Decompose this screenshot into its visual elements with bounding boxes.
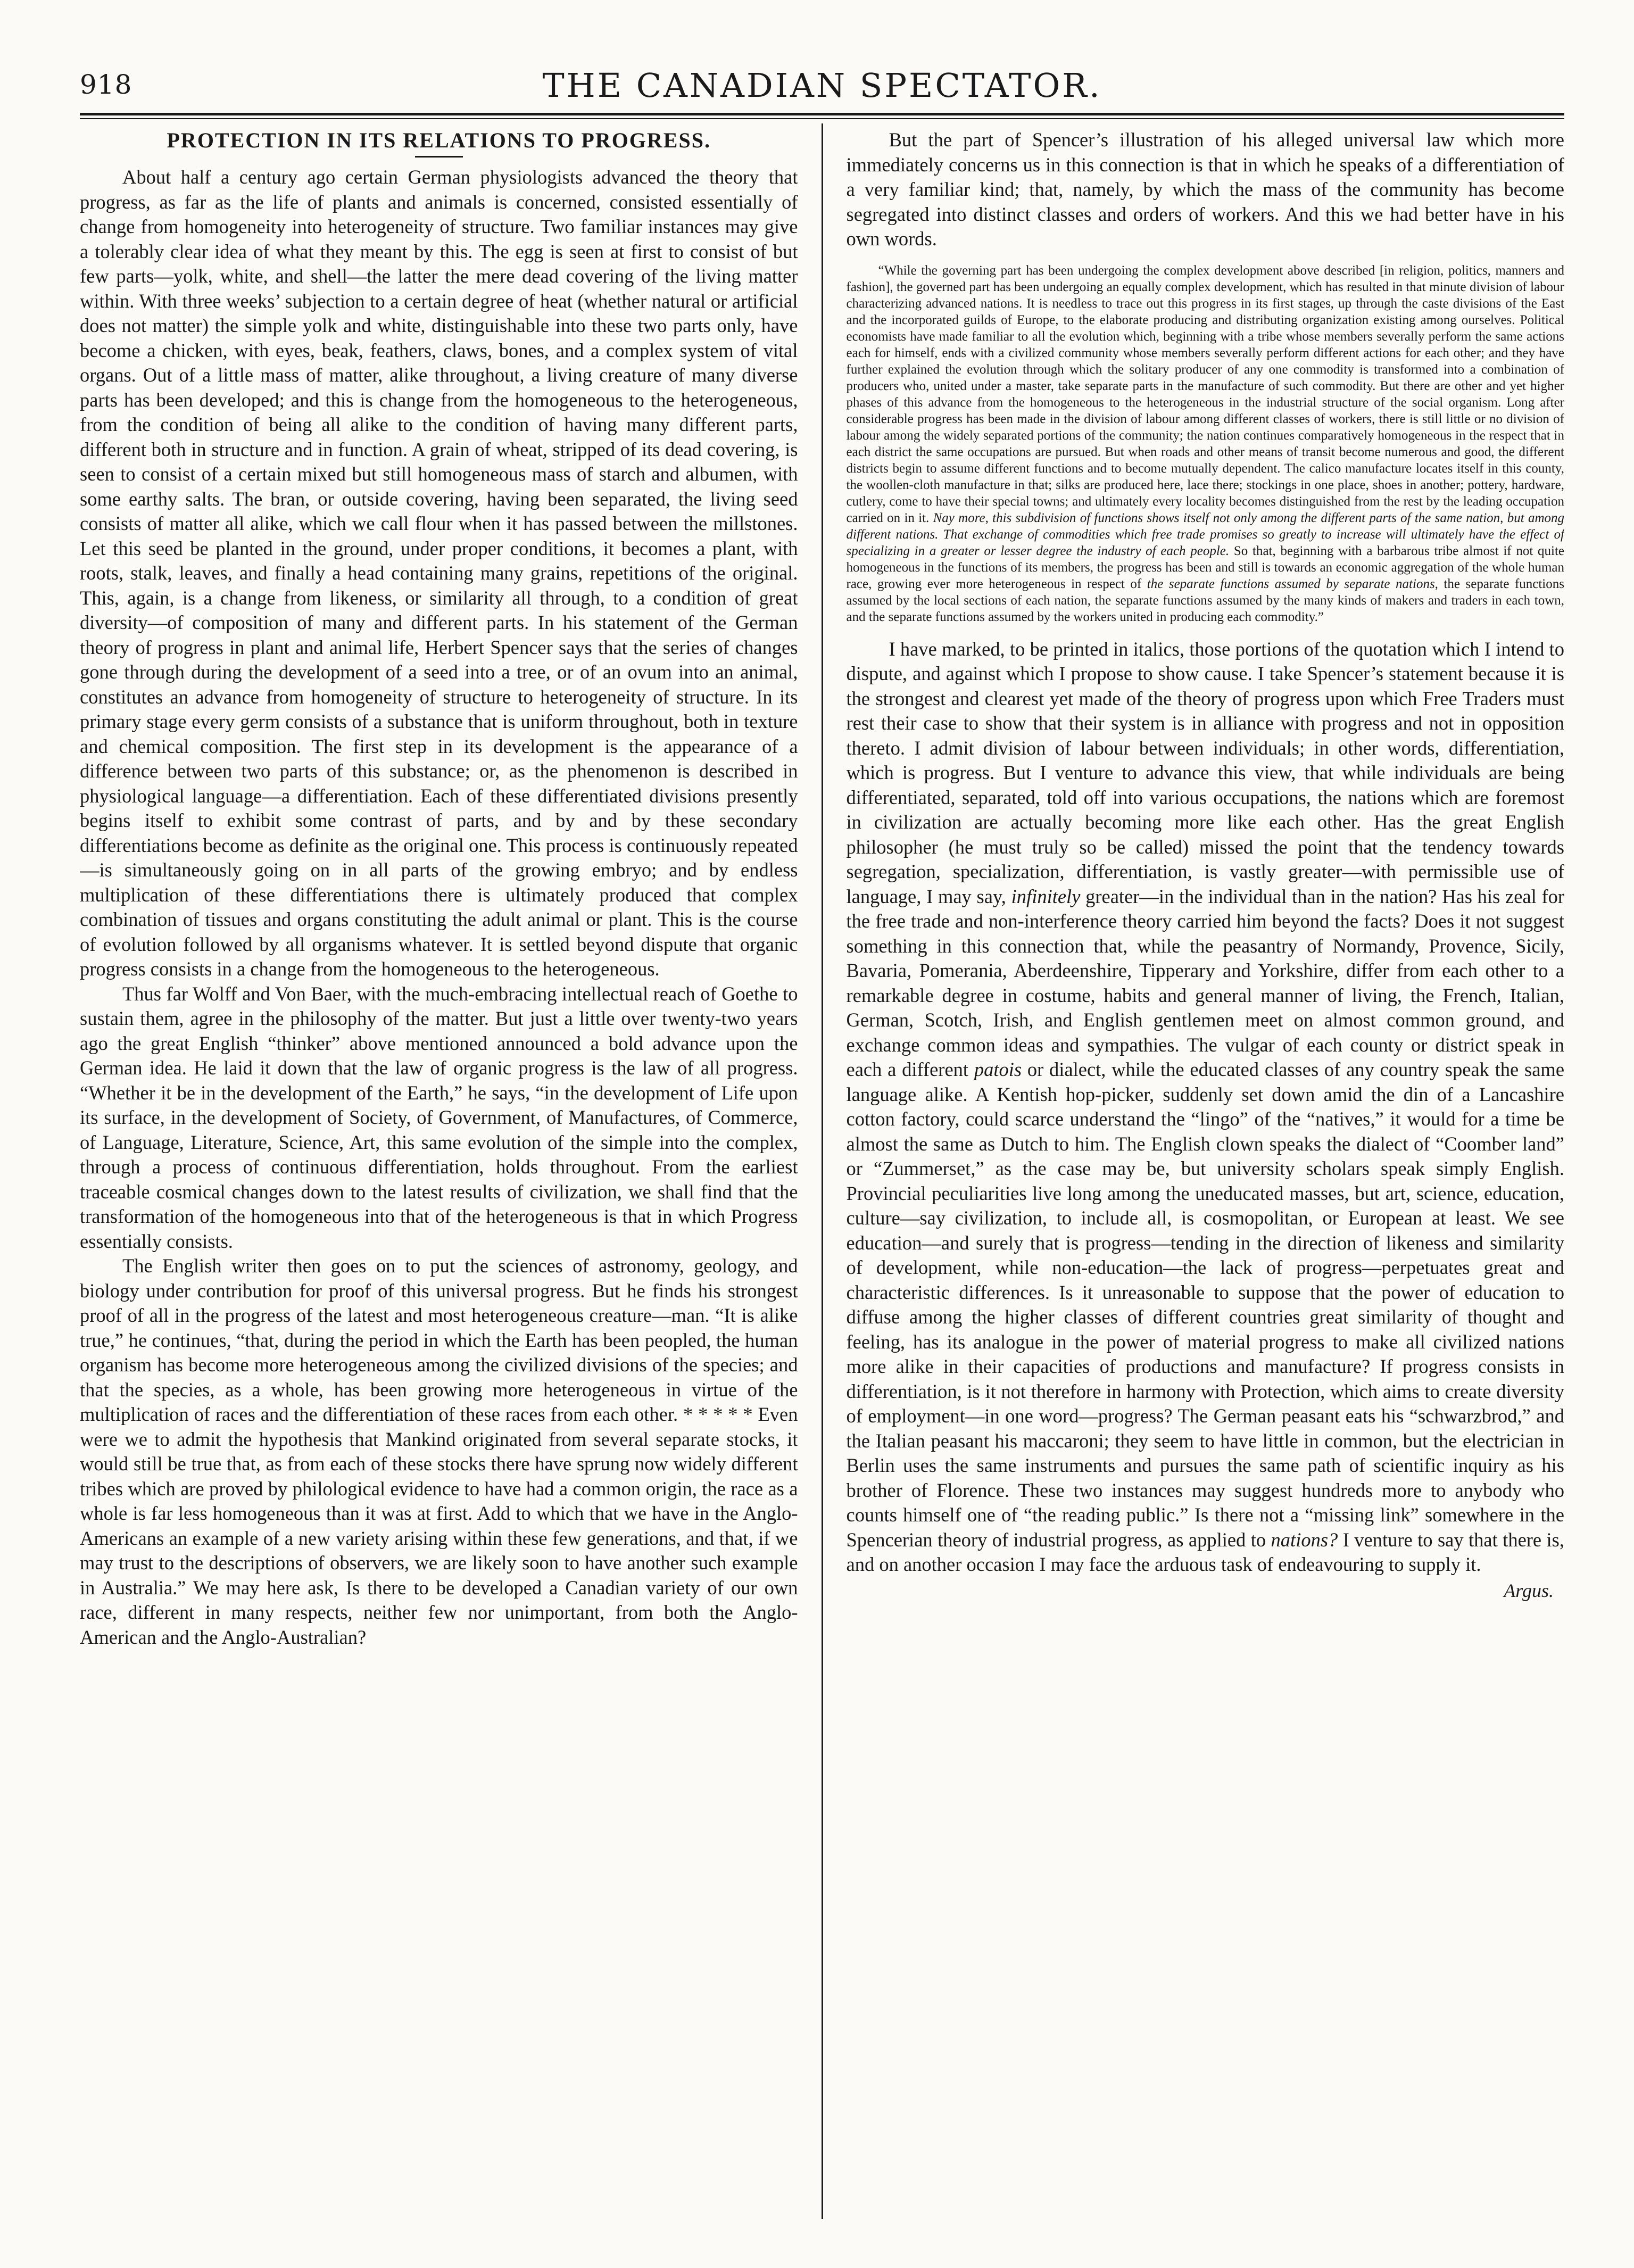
right-column	[847, 128, 1565, 2219]
article-title: PROTECTION IN ITS RELATIONS TO PROGRESS.	[167, 128, 711, 152]
newspaper-page	[80, 59, 1564, 2219]
paragraph-text: or dialect, while the educated classes of any country speak the same language alike. A Kentish hop-picker, suddenly set down amid the din of a Lancashire cotton factory, could scarce understand the “lingo” of the “natives,” it would for a time be almost the same as Dutch to him. The English clown speaks the dialect of “Coomber land” or “Zummerset,” as the case may be, but university scholars speak simply English. Provincial peculiarities live long among the uneducated masses, but art, science, education, culture—say civilization, to include all, is cosmopolitan, or European at least. We see education—and surely that is progress—tending in the direction of likeness and similarity of development, while non-education—the lack of progress—perpetuates great and characteristic differences. Is it unreasonable to suppose that the power of education to diffuse among the higher classes of different countries great similarity of thought and feeling, has its analogue in the power of material progress to make all civilized nations more alike in their capacities of productions and manufacture? If progress consists in differentiation, is it not therefore in harmony with Protection, which aims to create diversity of employment—in one word—progress? The German peasant eats his “schwarzbrod,” and the Italian peasant his maccaroni; they seem to have little in common, but the electrician in Berlin uses the same instruments and pursues the same path of scientific inquiry as his brother of Florence. These two instances may suggest hundreds more to anybody who counts himself one of “the reading public.” Is there not a “missing link” somewhere in the Spencerian theory of industrial progress, as applied to	[846, 1058, 1564, 1551]
paragraph-text: I venture to say that there is, and on another occasion I may face the arduous task of endeavouring to supply it.	[846, 1528, 1564, 1575]
left-column	[80, 128, 798, 2219]
quote-text: So that, beginning with a barbarous tribe almost if not quite homogeneous in the functions of its members, the progress has been and still is towards an economic aggregation of the whole human race, growing ever more heterogeneous in respect of	[846, 543, 1564, 591]
italic-word: patois	[974, 1058, 1022, 1080]
italic-word: nations?	[1271, 1528, 1338, 1551]
article-columns	[80, 128, 1564, 2219]
paragraph: Thus far Wolff and Von Baer, with the much-embracing intellectual reach of Goethe to sustain them, agree in the philosophy of the matter. But just a little over twenty-two years ago the great English “thinker” above mentioned announced a bold advance upon the German idea. He laid it down that the law of organic progress is the law of all progress. “Whether it be in the development of the Earth,” he says, “in the development of Life upon its surface, in the development of Society, of Government, of Manufactures, of Commerce, of Language, Literature, Science, Art, this same evolution of the simple into the complex, through a process of continuous differentiation, holds throughout. From the earliest traceable cosmical changes down to the latest results of civilization, we shall find that the transformation of the homogeneous into that of the heterogeneous is that in which Progress essentially consists.	[80, 982, 798, 1252]
paragraph	[847, 637, 1565, 1577]
paragraph-text: I have marked, to be printed in italics, those portions of the quotation which I intend to dispute, and against which I propose to show cause. I take Spencer’s statement because it is the strongest and clearest yet made of the theory of progress upon which Free Traders must rest their case to show that their system is in alliance with progress and not in opposition thereto. I admit division of labour between individuals; in other words, differentiation, which is progress. But I venture to advance this view, that while individuals are being differentiated, separated, told off into various occupations, the nations which are foremost in civilization are actually becoming more like each other. Has the great English philosopher (he must truly so be called) missed the point that the tendency towards segregation, specialization, differentiation, is vastly greater—with permissible use of language, I may say,	[846, 638, 1564, 907]
title-rule	[415, 156, 463, 158]
masthead-rule	[80, 113, 1564, 115]
spencer-quotation	[847, 262, 1565, 625]
author-signature: Argus.	[1504, 1579, 1554, 1601]
paragraph: About half a century ago certain German physiologists advanced the theory that progress, as far as the life of plants and animals is concerned, consisted essentially of change from homogeneity into heterogeneity of structure. Two familiar instances may give a tolerably clear idea of what they meant by this. The egg is seen at first to consist of but few parts—yolk, white, and shell—the latter the mere dead covering of the living matter within. With three weeks’ subjection to a certain degree of heat (whether natural or artificial does not matter) the simple yolk and white, distinguishable into these two parts only, have become a chicken, with eyes, beak, feathers, claws, bones, and a complex system of vital organs. Out of a little mass of matter, alike throughout, a living creature of many diverse parts has been developed; and this is change from the homogeneous to the heterogeneous, from the condition of being all alike to the condition of having many different parts, different both in structure and in function. A grain of wheat, stripped of its dead covering, is seen to consist of a certain mixed but still homogeneous mass of starch and albumen, with some earthy salts. The bran, or outside covering, having been separated, the living seed consists of matter all alike, which we call flour when it has passed between the millstones. Let this seed be planted in the ground, under proper conditions, it becomes a plant, with roots, stalk, leaves, and finally a head containing many grains, repetitions of the original. This, again, is a change from likeness, or similarity all through, to a condition of great diversity—of composition of many and different parts. In his statement of the German theory of progress in plant and animal life, Herbert Spencer says that the series of changes gone through during the development of a seed into a tree, or of an ovum into an animal, constitutes an advance from homogeneity of structure to heterogeneity of structure. In its primary stage every germ consists of a substance that is uniform throughout, both in texture and chemical composition. The first step in its development is the appearance of a difference between two parts of this substance; or, as the phenomenon is described in physiological language—a differentiation. Each of these differentiated divisions presently begins itself to exhibit some contrast of parts, and by and by these secondary differentiations become as definite as the original one. This process is continuously repeated—is simultaneously going on in all parts of the growing embryo; and by endless multiplication of these differentiations there is ultimately produced that complex combination of tissues and organs constituting the adult animal or plant. This is the course of evolution followed by all organisms whatever. It is settled beyond dispute that organic progress consists in a change from the homogeneous to the heterogeneous.	[80, 166, 798, 980]
page-number: 918	[80, 69, 132, 100]
quote-italic: the separate functions assumed by separate nations,	[1147, 576, 1438, 591]
paragraph: The English writer then goes on to put the sciences of astronomy, geology, and biology under contribution for proof of this universal progress. But he finds his strongest proof of all in the progress of the latest and most heterogeneous creature—man. “It is alike true,” he continues, “that, during the period in which the Earth has been peopled, the human organism has become more heterogeneous among the civilized divisions of the species; and that the species, as a whole, has been growing more heterogeneous in virtue of the multiplication of races and the differentiation of these races from each other. * * * * * Even were we to admit the hypothesis that Mankind originated from several separate stocks, it would still be true that, as from each of these stocks there have sprung now widely different tribes which are proved by philological evidence to have had a common origin, the race as a whole is far less homogeneous than it was at first. Add to which that we have in the Anglo-Americans an example of a new variety arising within these few generations, and that, if we may trust to the descriptions of observers, we are likely soon to have another such example in Australia.” We may here ask, Is there to be developed a Canadian variety of our own race, different in many respects, neither few nor unimportant, from both the Anglo-American and the Anglo-Australian?	[80, 1255, 798, 1648]
quote-italic: Nay more, this subdivision of functions shows itself not only among the different parts of the same nation, but among different nations. That exchange of commodities which free trade promises so greatly to increase will ultimately have the effect of specializing in a greater or lesser degree the industry of each people.	[846, 510, 1564, 558]
italic-word: infinitely	[1011, 885, 1081, 907]
quote-text: “While the governing part has been undergoing the complex development above described [in religion, politics, manners and fashion], the governed part has been undergoing an equally complex development, which has resulted in that minute division of labour characterizing advanced nations. It is needless to trace out this progress in its first stages, up through the caste divisions of the East and the incorporated guilds of Europe, to the elaborate producing and distributing organization existing among ourselves. Political economists have made familiar to all the evolution which, beginning with a tribe whose members severally perform the same actions each for himself, ends with a civilized community whose members severally perform different actions for each other; and they have further explained the evolution through which the solitary producer of any one commodity is transformed into a combination of producers who, united under a master, take separate parts in the manufacture of such commodity. But there are other and yet higher phases of this advance from the homogeneous to the heterogeneous in the industrial structure of the social organism. Long after considerable progress has been made in the division of labour among different classes of workers, there is still little or no division of labour among the widely separated portions of the community; the nation continues comparatively homogeneous in the respect that in each district the same occupations are pursued. But when roads and other means of transit become numerous and good, the different districts begin to assume different functions and to become mutually dependent. The calico manufacture locates itself in this county, the woollen-cloth manufacture in that; silks are produced here, lace there; stockings in one place, shoes in another; pottery, hardware, cutlery, come to have their special towns; and ultimately every locality becomes distinguished from the rest by the leading occupation carried on in it.	[846, 263, 1564, 525]
quote-text: the separate functions assumed by the local sections of each nation, the separate functions assumed by the many kinds of makers and traders in each town, and the separate functions assumed by the workers united in producing each commodity.”	[846, 576, 1564, 624]
paragraph-text: greater—in the individual than in the nation? Has his zeal for the free trade and non-interference theory carried him beyond the facts? Does it not suggest something in this connection that, while the peasantry of Normandy, Provence, Sicily, Bavaria, Pomerania, Aberdeenshire, Tipperary and Yorkshire, differ from each other to a remarkable degree in costume, habits and general manner of living, the French, Italian, German, Scotch, Irish, and English gentlemen meet on almost common ground, and exchange common ideas and sympathies. The vulgar of each county or district speak in each a different	[846, 885, 1564, 1080]
journal-title: THE CANADIAN SPECTATOR.	[542, 66, 1102, 105]
column-divider	[822, 123, 823, 2219]
masthead	[80, 59, 1564, 122]
paragraph: But the part of Spencer’s illustration of his alleged universal law which more immediately concerns us in this connection is that in which he speaks of a differentiation of a very familiar kind; that, namely, by which the mass of the community has become segregated into distinct classes and orders of workers. And this we had better have in his own words.	[846, 129, 1564, 250]
masthead-rule-thin	[80, 118, 1564, 119]
